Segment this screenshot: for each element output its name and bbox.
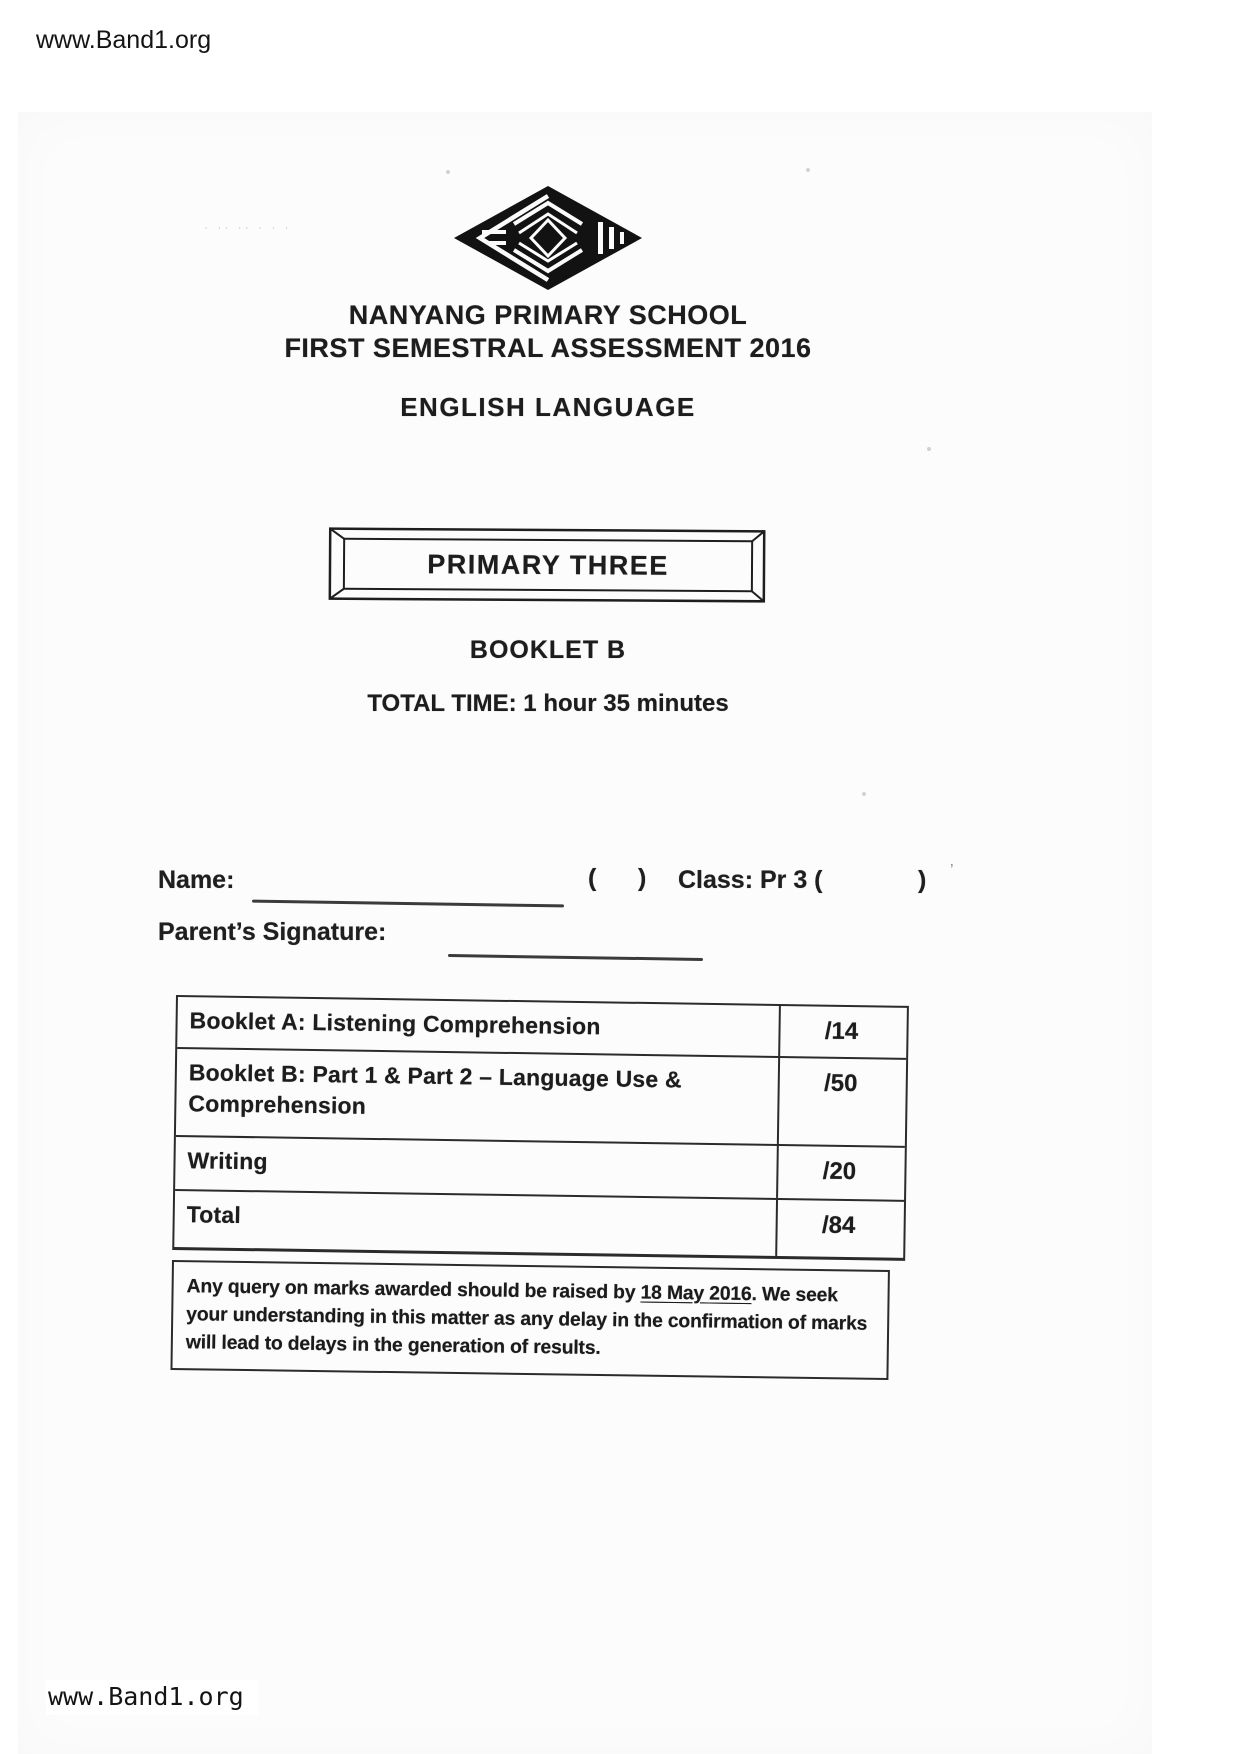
scan-tick-mark: ’ (950, 862, 954, 879)
watermark-top: www.Band1.org (36, 26, 212, 54)
scan-smudge: · ·· ·· · · · (204, 220, 292, 234)
table-row (174, 1191, 904, 1258)
note-text-pre: Any query on marks awarded should be raised by (186, 1275, 641, 1304)
school-crest-icon (452, 184, 644, 294)
component-cell: Booklet A: Listening Comprehension (177, 997, 781, 1056)
name-label: Name: (158, 866, 235, 894)
marks-cell: /50 (823, 1069, 858, 1098)
level-title: PRIMARY THREE (427, 548, 669, 581)
marks-cell: /14 (824, 1017, 859, 1046)
note-text-post: . We seek your understanding in this matter as any delay in the confirmation of marks will lead to delays in the generation of results. (185, 1283, 868, 1360)
assessment-title: FIRST SEMESTRAL ASSESSMENT 2016 (284, 333, 812, 363)
class-paren-close: ) (918, 866, 927, 894)
booklet-title: BOOKLET B (469, 636, 627, 664)
watermark-bottom: www.Band1.org (46, 1680, 258, 1715)
component-cell: Writing (175, 1137, 779, 1198)
marks-query-note (170, 1260, 889, 1380)
subject-title: ENGLISH LANGUAGE (400, 392, 696, 422)
marks-table (172, 995, 909, 1261)
level-plaque (328, 527, 768, 610)
scan-speck (927, 447, 931, 451)
class-label: Class: Pr 3 ( (678, 866, 823, 894)
scan-speck (862, 792, 866, 796)
scan-speck (806, 168, 810, 172)
marks-cell: /84 (821, 1211, 856, 1240)
index-paren-open: ( (588, 864, 597, 892)
parent-signature-label: Parent’s Signature: (158, 918, 387, 946)
school-name: NANYANG PRIMARY SCHOOL (348, 300, 748, 330)
component-cell: Total (174, 1191, 778, 1256)
marks-cell: /20 (822, 1157, 857, 1186)
total-time: TOTAL TIME: 1 hour 35 minutes (367, 690, 729, 717)
table-row (176, 1049, 906, 1148)
component-cell: Booklet B: Part 1 & Part 2 – Language Use & Comprehension (176, 1049, 780, 1144)
note-deadline-date: 18 May 2016 (640, 1281, 752, 1306)
scan-speck (446, 170, 450, 174)
index-paren-close: ) (638, 864, 647, 892)
